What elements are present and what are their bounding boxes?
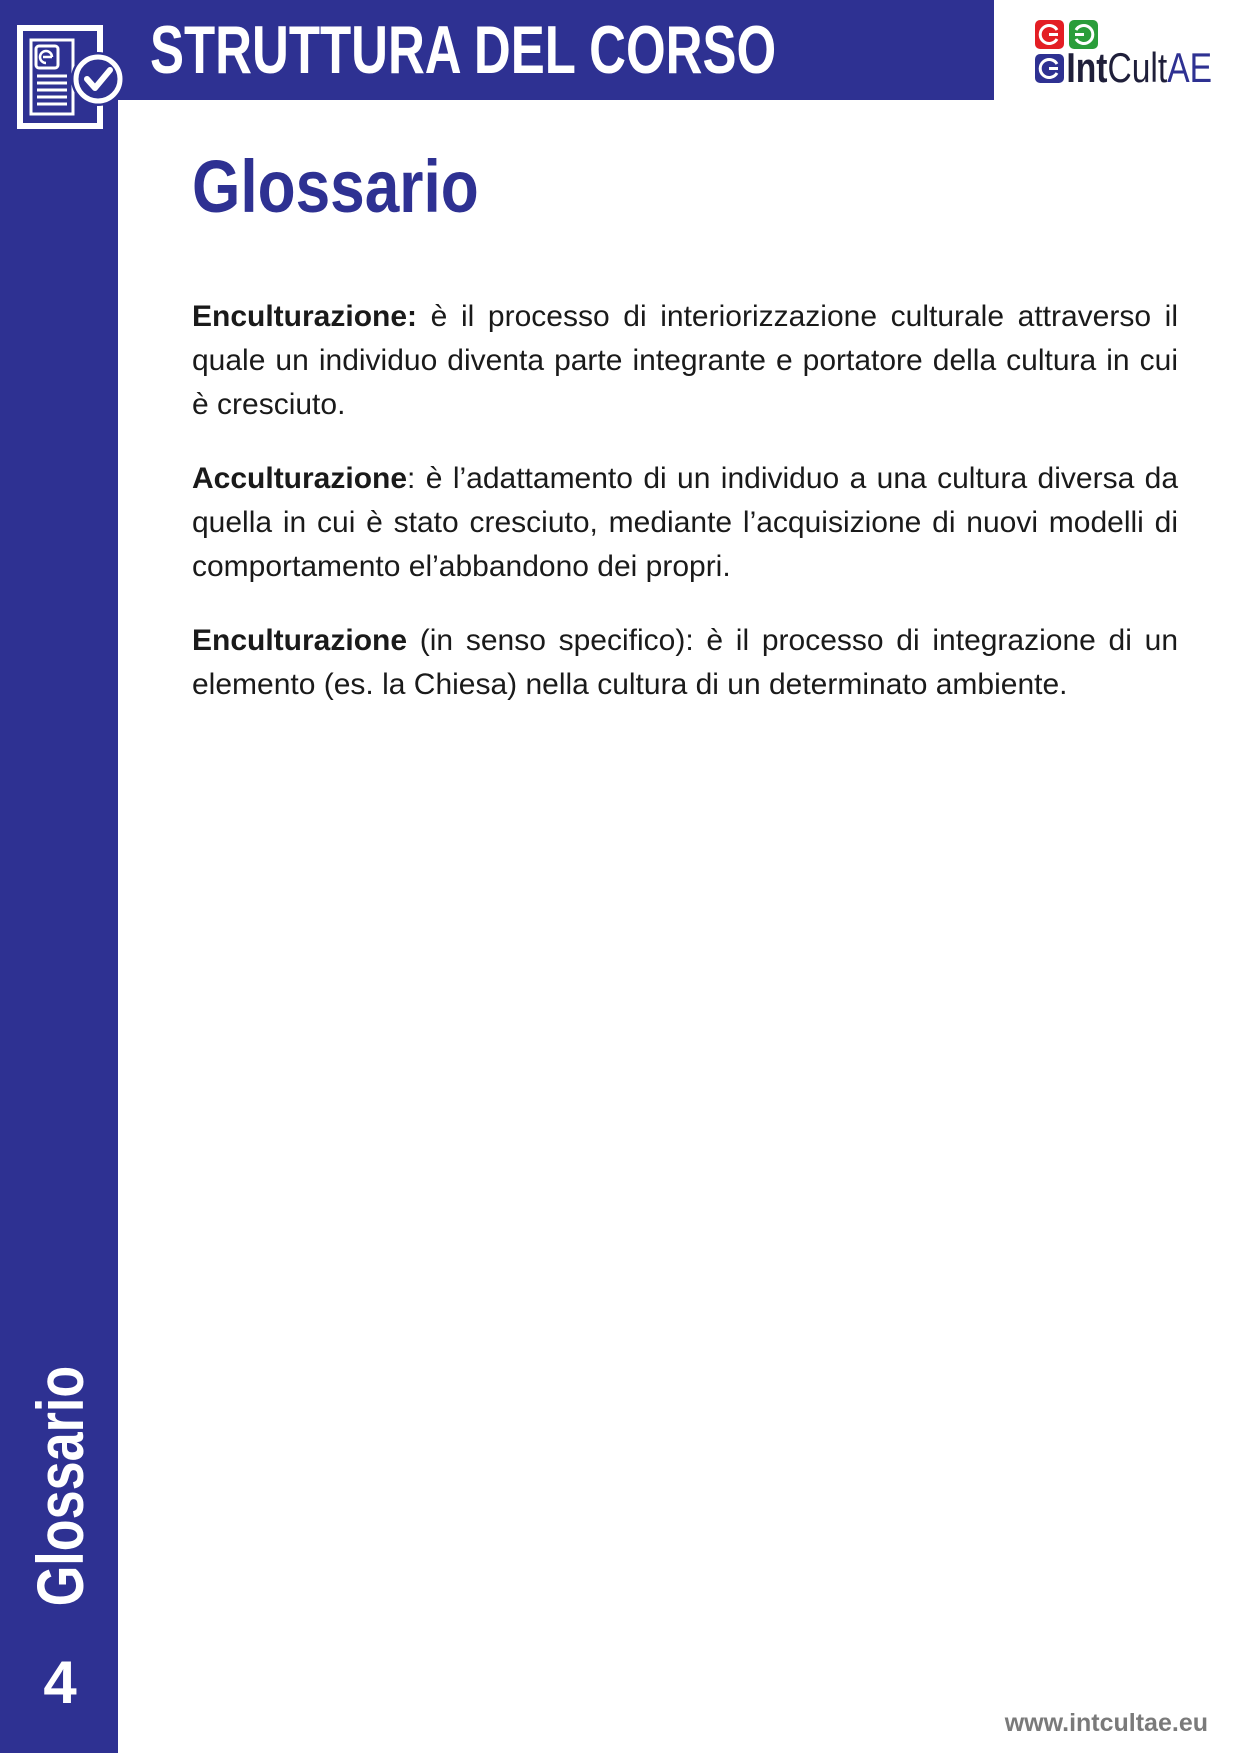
glossary-entry <box>192 295 1178 427</box>
logo-text-cult: Cult <box>1107 44 1168 91</box>
glossary-entry <box>192 619 1178 707</box>
footer-website: www.intcultae.eu <box>1004 1709 1208 1737</box>
document-check-icon <box>0 0 130 140</box>
glossary-content <box>192 295 1178 737</box>
blue-face-icon <box>1035 54 1064 83</box>
logo-text-int: Int <box>1066 44 1108 91</box>
glossary-term: Enculturazione <box>192 624 408 657</box>
red-face-icon <box>1035 20 1064 49</box>
glossary-term: Acculturazione <box>192 462 408 495</box>
logo-text-ae: AE <box>1167 44 1212 91</box>
sidebar-section-label: Glossario <box>23 1365 97 1607</box>
logo-wordmark <box>1066 44 1212 91</box>
header-title: STRUTTURA DEL CORSO <box>150 12 777 88</box>
glossary-definition: (in senso specifico): è il processo di integrazione di un elemento (es. la Chiesa) nella cultura di un determinato ambiente. <box>192 624 1178 701</box>
glossary-term: Enculturazione: <box>192 300 418 333</box>
glossary-definition: : è l’adattamento di un individuo a una cultura diversa da quella in cui è stato cresciuto, mediante l’acquisizione di nuovi modelli di comportamento el’abbandono dei propri. <box>192 462 1178 583</box>
page-number: 4 <box>43 1649 77 1716</box>
glossary-entry <box>192 457 1178 589</box>
glossary-definition: è il processo di interiorizzazione culturale attraverso il quale un individuo diventa parte integrante e portatore della cultura in cui è cresciuto. <box>192 300 1178 421</box>
page-title: Glossario <box>192 145 479 228</box>
